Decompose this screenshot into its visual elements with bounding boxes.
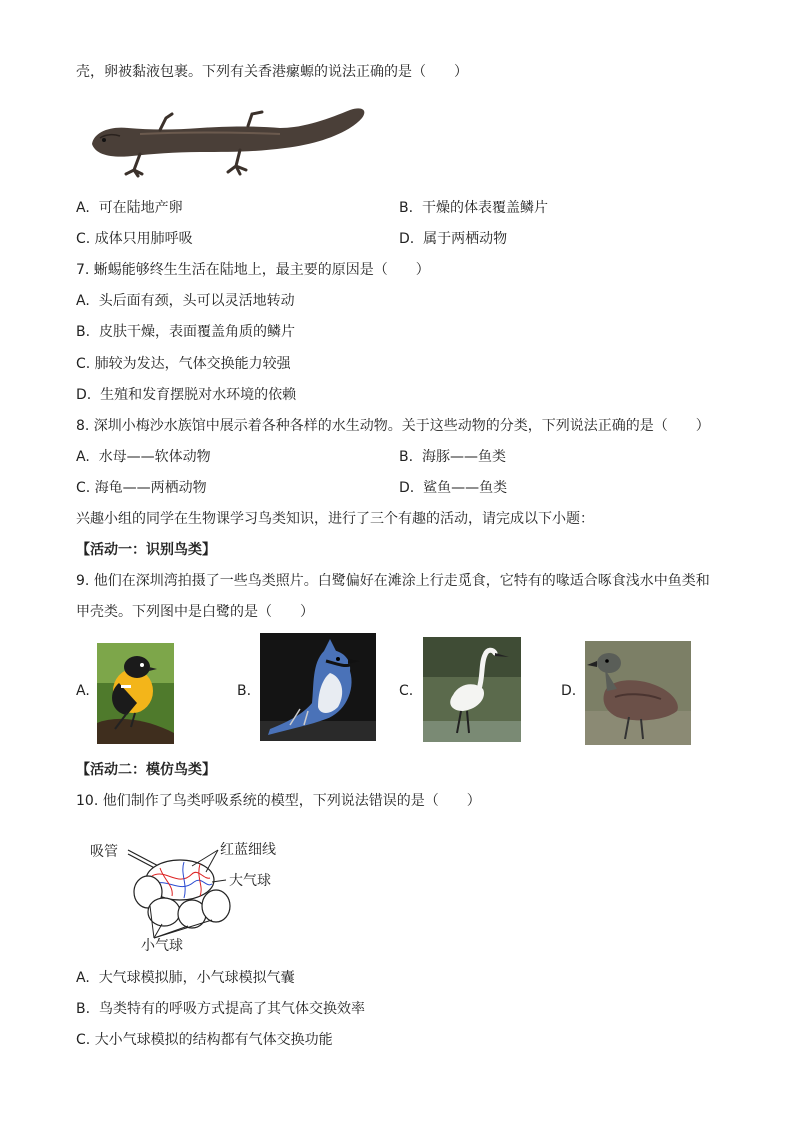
q8-option-c[interactable]: C. 海龟——两栖动物 [76,480,207,496]
q7-option-c[interactable]: C. 肺较为发达，气体交换能力较强 [76,356,291,372]
diagram-label-big-balloon: 大气球 [229,873,271,889]
q10-option-a[interactable]: A. 大气球模拟肺，小气球模拟气囊 [76,970,295,986]
q9-stem-line2: 甲壳类。下列图中是白鹭的是（ ） [76,604,314,620]
activity-two-heading: 【活动二：模仿鸟类】 [76,762,216,778]
activity-intro: 兴趣小组的同学在生物课学习鸟类知识，进行了三个有趣的活动，请完成以下小题： [76,511,594,527]
activity-one-heading: 【活动一：识别鸟类】 [76,542,216,558]
q6-option-b[interactable]: B. 干燥的体表覆盖鳞片 [399,200,548,216]
q7-option-a[interactable]: A. 头后面有颈，头可以灵活地转动 [76,293,295,309]
q8-stem: 8. 深圳小梅沙水族馆中展示着各种各样的水生动物。关于这些动物的分类，下列说法正确的是（ ） [76,418,710,434]
q9-option-b-label[interactable]: B. [237,683,252,699]
q7-stem: 7. 蜥蜴能够终生生活在陆地上，最主要的原因是（ ） [76,262,430,278]
q9-option-b-image[interactable] [260,633,376,741]
q9-option-c-image[interactable] [423,637,521,742]
q9-option-a-label[interactable]: A. [76,683,90,699]
q10-option-c[interactable]: C. 大小气球模拟的结构都有气体交换功能 [76,1032,333,1048]
q6-option-d[interactable]: D. 属于两栖动物 [399,231,508,247]
diagram-label-small-balloon: 小气球 [141,938,183,954]
q7-option-b[interactable]: B. 皮肤干燥，表面覆盖角质的鳞片 [76,324,295,340]
q8-option-b[interactable]: B. 海豚——鱼类 [399,449,506,465]
q9-option-d-image[interactable] [585,641,691,745]
q7-option-d[interactable]: D. 生殖和发育摆脱对水环境的依赖 [76,387,297,403]
q6-option-a[interactable]: A. 可在陆地产卵 [76,200,183,216]
q10-option-b[interactable]: B. 鸟类特有的呼吸方式提高了其气体交换效率 [76,1001,365,1017]
diagram-label-thread: 红蓝细线 [220,842,276,858]
q9-option-c-label[interactable]: C. [399,683,414,699]
q9-option-a-image[interactable] [97,643,174,744]
q9-stem-line1: 9. 他们在深圳湾拍摄了一些鸟类照片。白鹭偏好在滩涂上行走觅食，它特有的喙适合啄食浅水中鱼类和 [76,573,710,589]
q6-stem-tail: 壳，卵被黏液包裹。下列有关香港瘰螈的说法正确的是（ ） [76,64,468,80]
diagram-label-straw: 吸管 [90,844,118,860]
q6-option-c[interactable]: C. 成体只用肺呼吸 [76,231,193,247]
q10-stem: 10. 他们制作了鸟类呼吸系统的模型，下列说法错误的是（ ） [76,793,481,809]
q9-option-d-label[interactable]: D. [561,683,577,699]
newt-image [80,104,370,184]
q8-option-d[interactable]: D. 鲨鱼——鱼类 [399,480,508,496]
q8-option-a[interactable]: A. 水母——软体动物 [76,449,211,465]
